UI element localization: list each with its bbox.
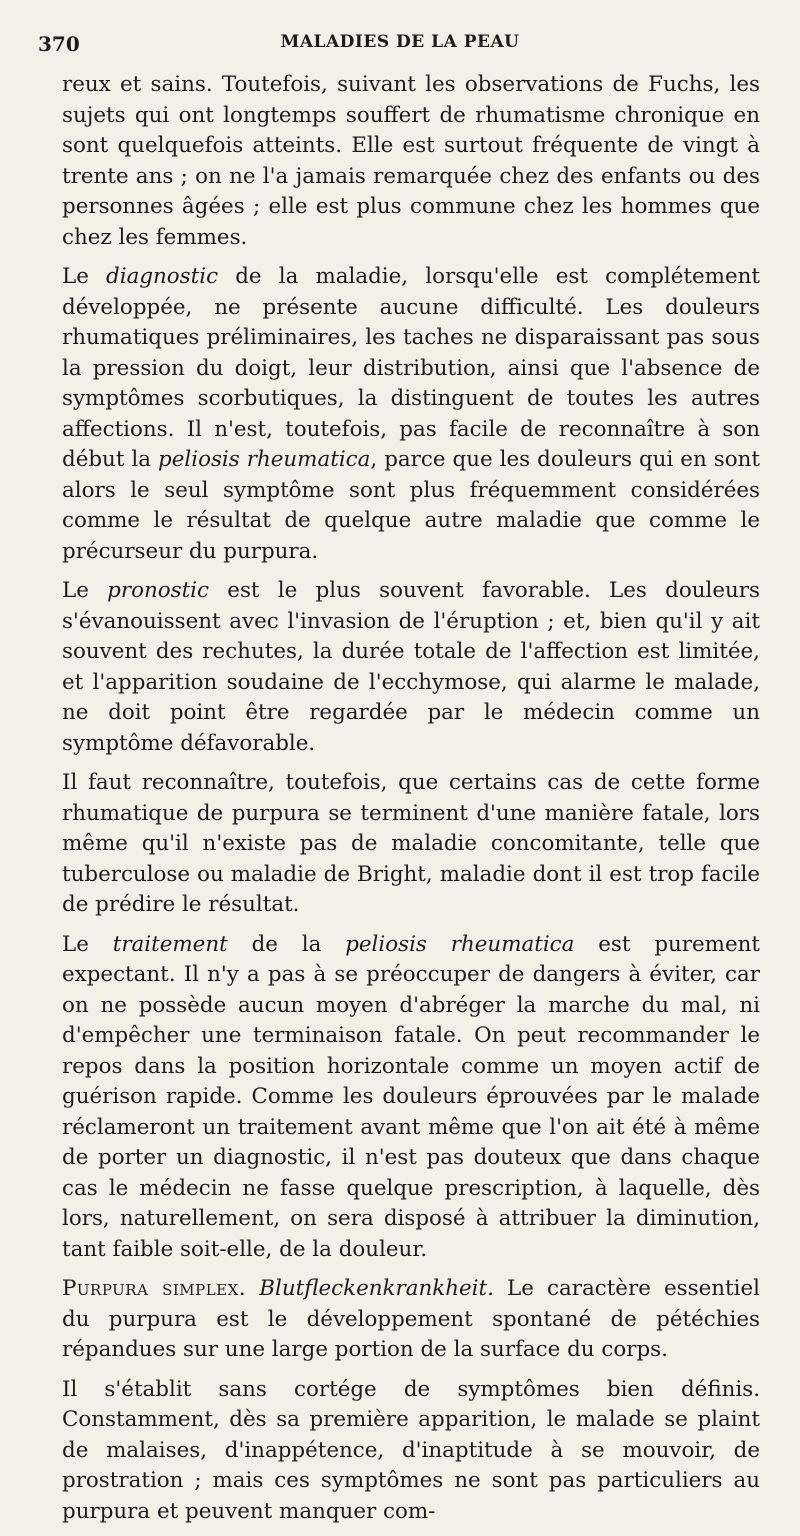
italic-term: traitement: [112, 931, 228, 957]
running-title: MALADIES DE LA PEAU: [280, 32, 520, 52]
text-run: est le plus souvent favorable. Les douleurs s'évanouissent avec l'invasion de l'éruption ; et, bien qu'il y ait souvent des rechutes, la durée totale de l'affection est limitée, et l'apparition soudaine de l'ecchymose, qui alarme le malade, ne doit point être regardée par le médecin comme un symptôme défavorable.: [62, 578, 761, 756]
text-run: de la: [227, 931, 346, 957]
text-run: Le caractère essentiel du purpura est le développement spontané de pétéchies répandues sur une large portion de la surface du corps.: [62, 1276, 760, 1362]
text-run: reux et sains. Toutefois, suivant les observations de Fuchs, les sujets qui ont longtemps souffert de rhumatisme chronique en sont quelquefois atteints. Elle est surtout fréquente de vingt à trente ans ; on ne l'a jamais remarquée chez des enfants ou des personnes âgées ; elle est plus commune chez les hommes que chez les femmes.: [62, 72, 760, 250]
section-heading: Purpura simplex.: [62, 1276, 247, 1301]
text-run: [246, 1276, 259, 1301]
paragraph: [62, 1274, 760, 1366]
paragraph: [62, 930, 760, 1266]
paragraph: [62, 262, 760, 567]
paragraph: [62, 768, 760, 921]
text-run: Il faut reconnaître, toutefois, que certains cas de cette forme rhumatique de purpura se terminent d'une manière fatale, lors même qu'il n'existe pas de maladie concomitante, telle que tuberculose ou maladie de Bright, maladie dont il est trop facile de prédire le résultat.: [62, 770, 760, 917]
paragraph: [62, 1375, 760, 1528]
italic-term: peliosis rheumatica: [158, 447, 371, 472]
text-run: Il s'établit sans cortége de symptômes bien définis. Constamment, dès sa première apparition, le malade se plaint de malaises, d'inappétence, d'inaptitude à se mouvoir, de prostration ; mais ces symptômes ne sont pas particuliers au purpura et peuvent manquer com-: [62, 1376, 760, 1524]
text-run: Le: [62, 931, 113, 957]
body-text: [62, 70, 760, 1536]
italic-term: pronostic: [107, 578, 210, 603]
text-run: Le: [62, 264, 107, 289]
text-run: , parce que les douleurs qui en sont alors le seul symptôme sont plus fréquemment considérées comme le résultat de quelque autre maladie que comme le précurseur du purpura.: [62, 447, 760, 564]
italic-term: diagnostic: [106, 264, 219, 289]
page-number: 370: [38, 32, 80, 56]
paragraph: [62, 70, 760, 253]
italic-term: peliosis rheumatica: [345, 931, 575, 957]
text-run: est purement expectant. Il n'y a pas à se préoccuper de dangers à éviter, car on ne possède aucun moyen d'abréger la marche du mal, ni d'empêcher une terminaison fatale. On peut recommander le repos dans la position horizontale comme un moyen actif de guérison rapide. Comme les douleurs éprouvées par le malade réclameront un traitement avant même que l'on ait été à même de porter un diagnostic, il n'est pas douteux que dans chaque cas le médecin ne fasse quelque prescription, à laquelle, dès lors, naturellement, on sera disposé à attribuer la diminution, tant faible soit-elle, de la douleur.: [62, 931, 760, 1262]
text-run: de la maladie, lorsqu'elle est complétement développée, ne présente aucune difficulté. Les douleurs rhumatiques préliminaires, les taches ne disparaissant pas sous la pression du doigt, leur distribution, ainsi que l'absence de symptômes scorbutiques, la distinguent de toutes les autres affections. Il n'est, toutefois, pas facile de reconnaître à son début la: [62, 264, 760, 472]
paragraph: [62, 576, 760, 759]
text-run: Le: [62, 578, 108, 603]
italic-term: Blutfleckenkrankheit.: [259, 1276, 494, 1301]
